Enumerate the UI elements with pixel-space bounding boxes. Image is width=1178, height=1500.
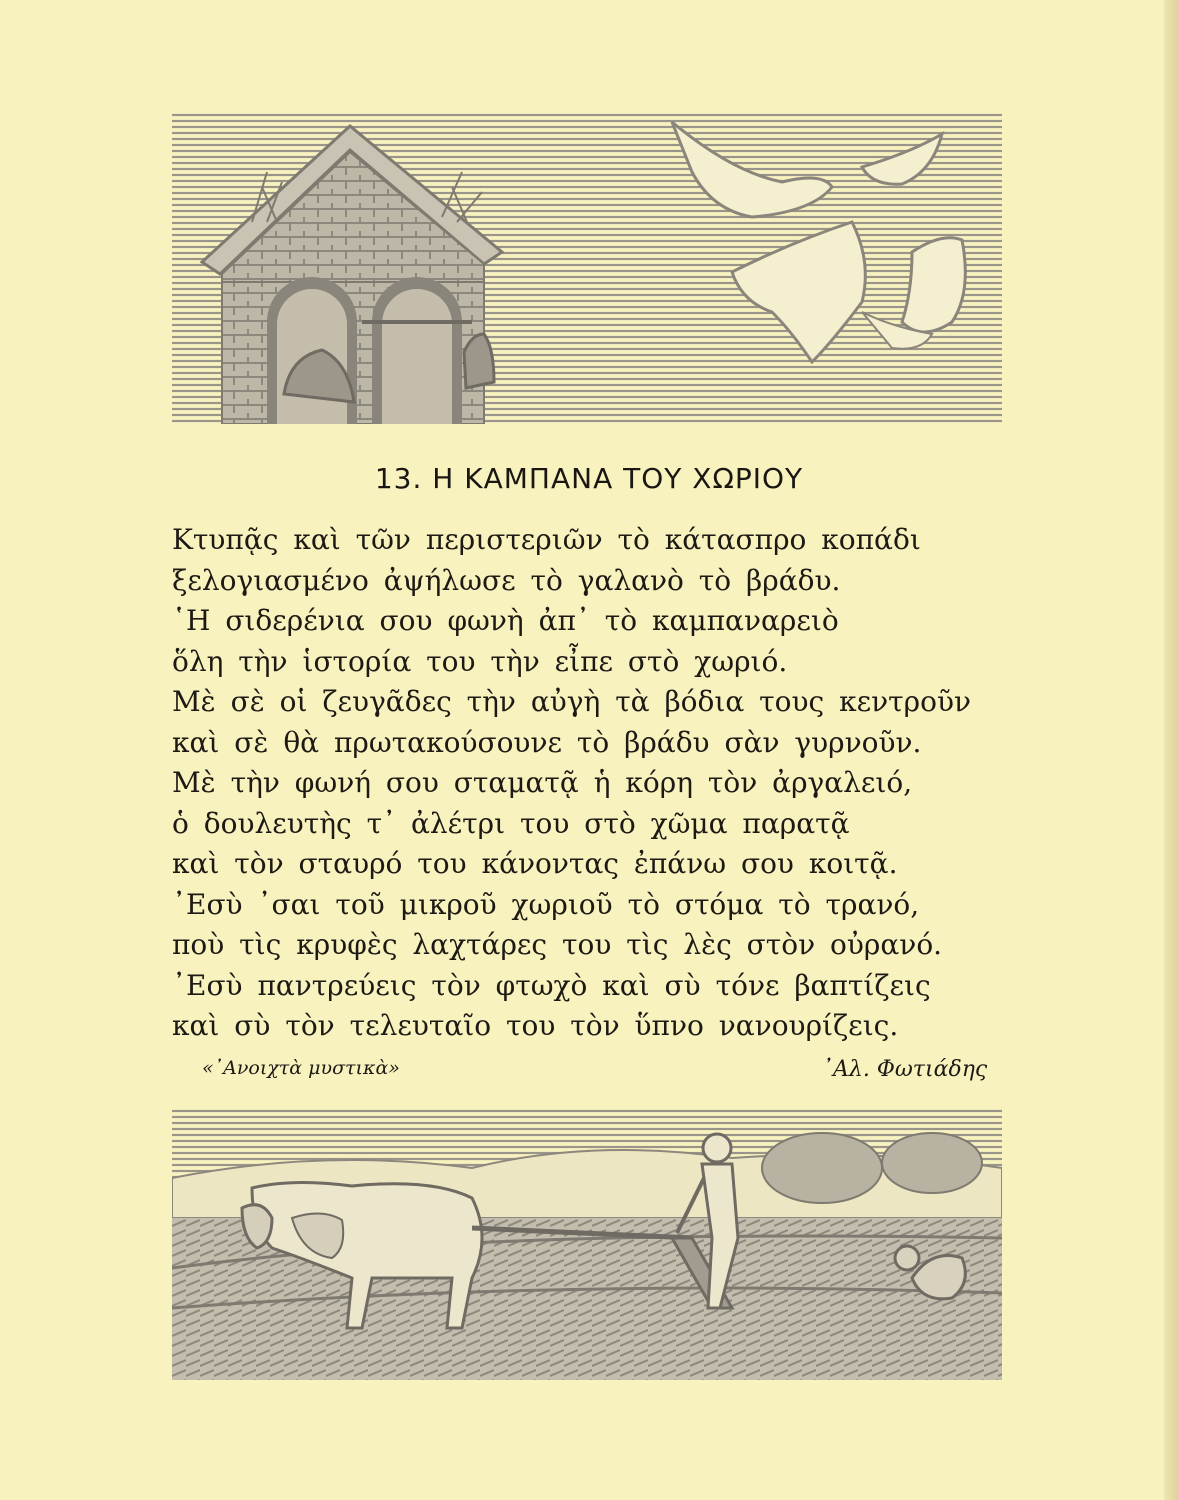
bell-tower-illustration	[172, 112, 1002, 424]
ploughing-illustration	[172, 1108, 1002, 1380]
poem-line: καὶ τὸν σταυρό του κάνοντας ἐπάνω σου κοιτᾷ.	[172, 847, 898, 880]
poem-line: Μὲ τὴν φωνή σου σταματᾷ ἡ κόρη τὸν ἀργαλειό,	[172, 766, 913, 799]
poem-line: ξελογιασμένο ἀψήλωσε τὸ γαλανὸ τὸ βράδυ.	[172, 563, 841, 597]
poem-body	[172, 520, 972, 1047]
poem-line: καὶ σὺ τὸν τελευταῖο του τὸν ὕπνο νανουρίζεις.	[172, 1009, 899, 1042]
poem-line: ὅλη τὴν ἱστορία του τὴν εἶπε στὸ χωριό.	[172, 644, 788, 678]
poem-source: «᾽Ανοιχτὰ μυστικὰ»	[202, 1057, 400, 1079]
poem-line: ᾽Εσὺ ᾽σαι τοῦ μικροῦ χωριοῦ τὸ στόμα τὸ τρανό,	[172, 887, 920, 921]
poem-line: Κτυπᾷς καὶ τῶν περιστεριῶν τὸ κάτασπρο κοπάδι	[172, 523, 921, 556]
poem-line: ῾Η σιδερένια σου φωνὴ ἀπ᾽ τὸ καμπαναρειὸ	[172, 604, 839, 637]
poem-line: καὶ σὲ θὰ πρωτακούσουνε τὸ βράδυ σὰν γυρνοῦν.	[172, 725, 922, 759]
poem-line: ποὺ τὶς κρυφὲς λαχτάρες του τὶς λὲς στὸν οὐρανό.	[172, 928, 943, 961]
poem-line: ὁ δουλευτὴς τ᾽ ἀλέτρι του στὸ χῶμα παρατᾷ	[172, 806, 850, 840]
poem-line: ᾽Εσὺ παντρεύεις τὸν φτωχὸ καὶ σὺ τόνε βαπτίζεις	[172, 968, 931, 1002]
poem-title: 13. Η ΚΑΜΠΑΝΑ ΤΟΥ ΧΩΡΙΟΥ	[374, 462, 804, 495]
poem-author: ᾽Αλ. Φωτιάδης	[822, 1057, 988, 1082]
page-edge	[1164, 0, 1178, 1500]
poem-line: Μὲ σὲ οἱ ζευγᾶδες τὴν αὐγὴ τὰ βόδια τους κεντροῦν	[172, 685, 972, 718]
